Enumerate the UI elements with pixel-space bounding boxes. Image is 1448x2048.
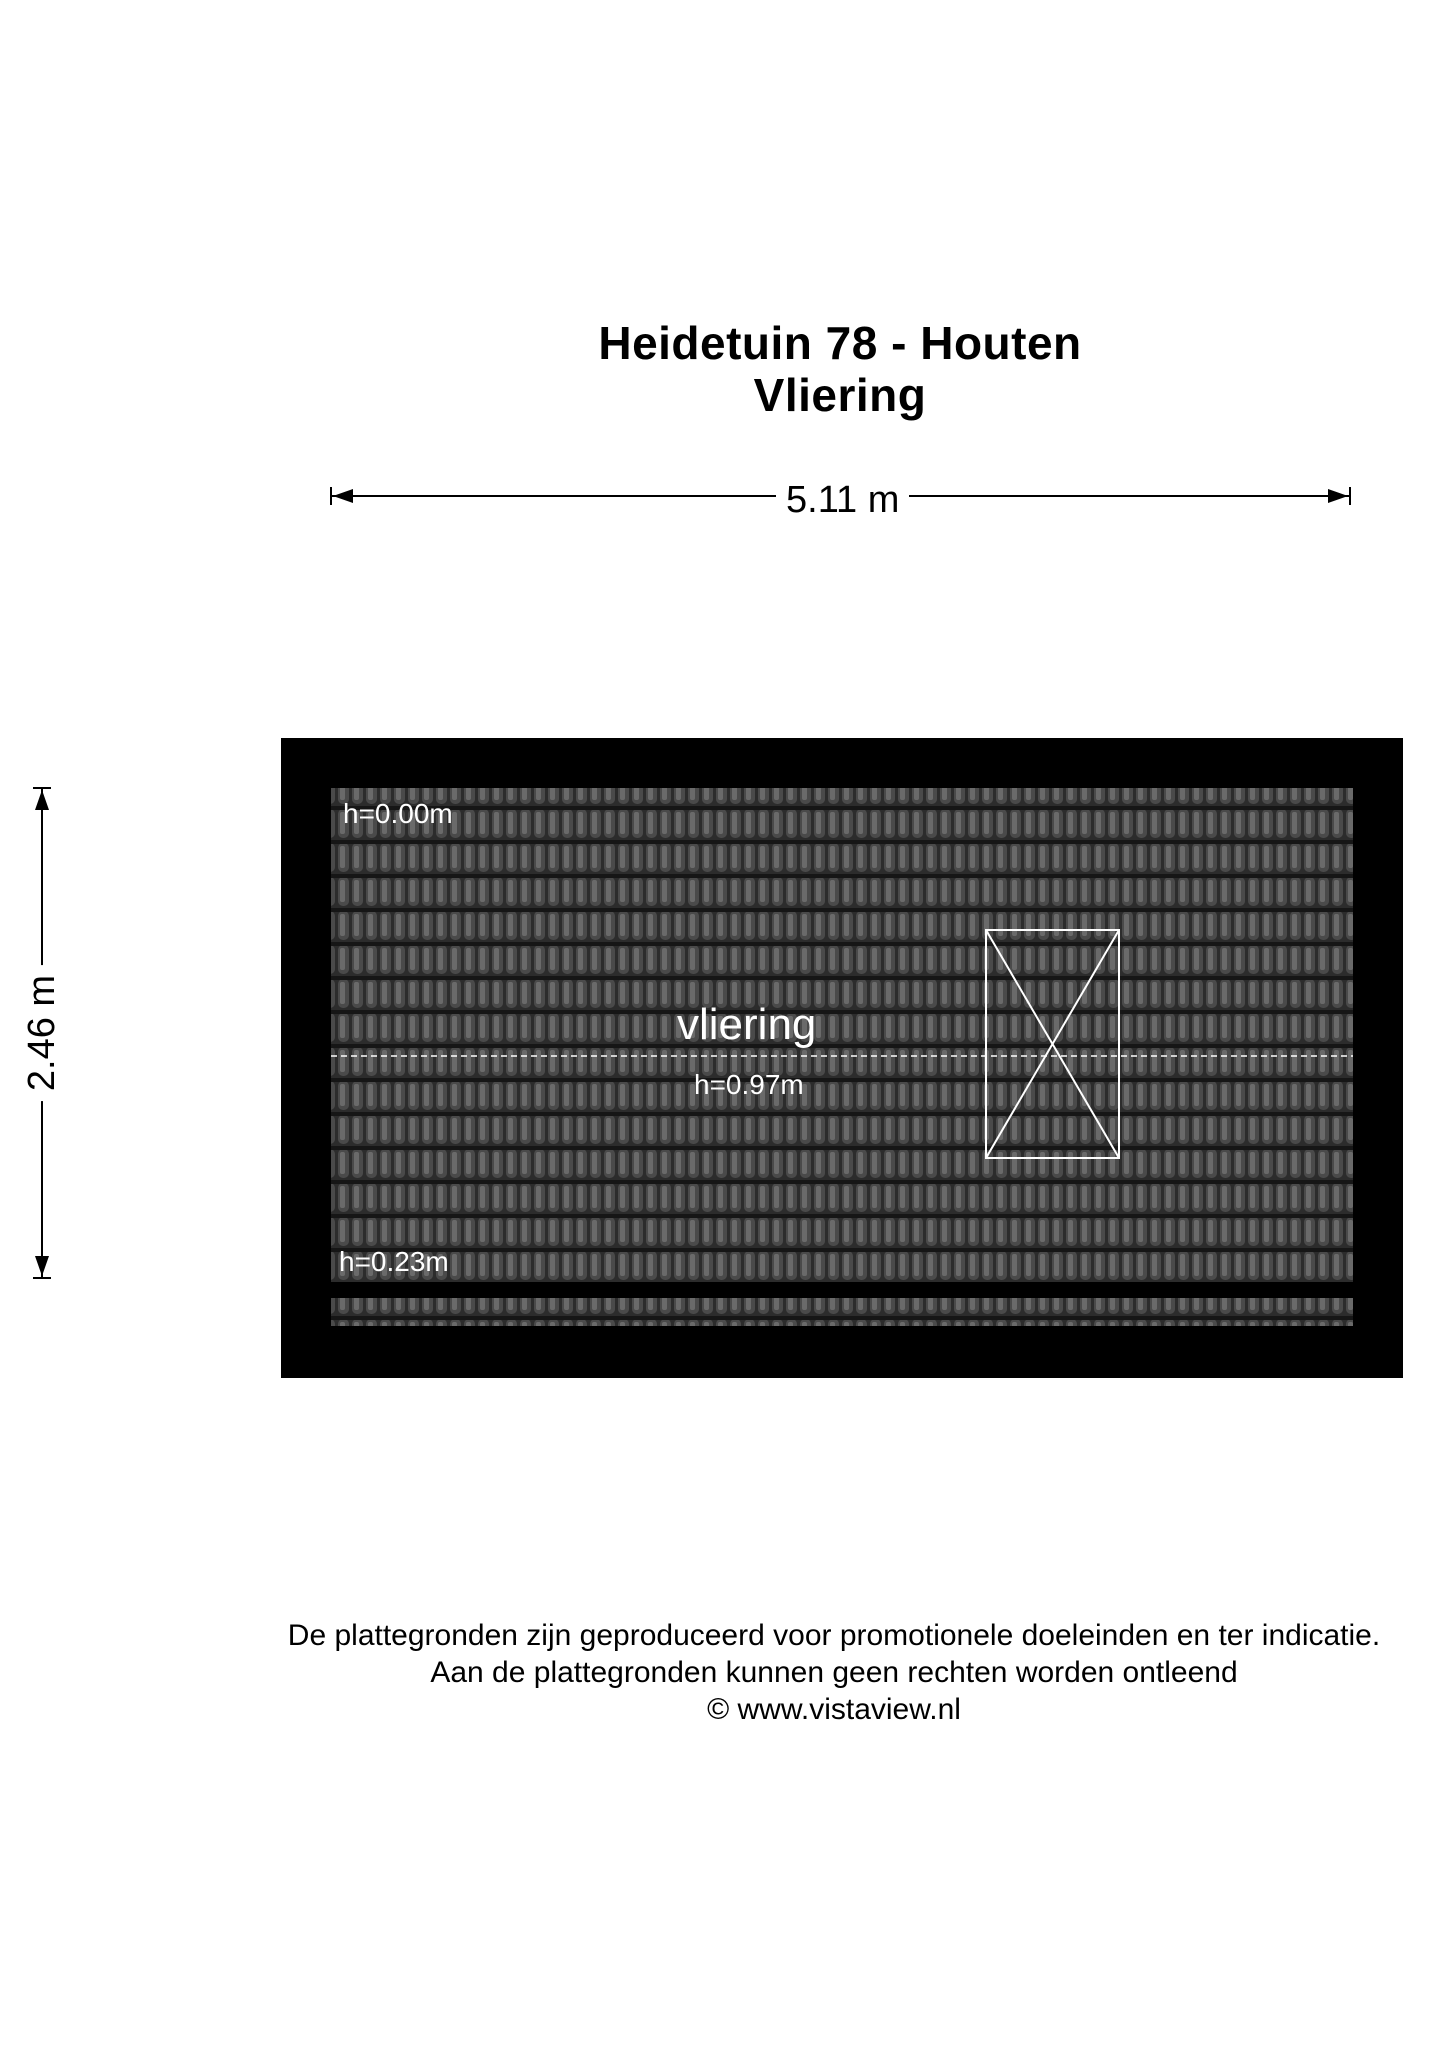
roof-tiles-main	[331, 788, 1353, 1282]
width-arrow-right	[1328, 489, 1348, 503]
height-arrow-top	[35, 790, 49, 810]
floor-plan	[281, 738, 1403, 1378]
disclaimer-line-2: Aan de plattegronden kunnen geen rechten worden ontleend	[430, 1656, 1238, 1689]
height-label-top: h=0.00m	[343, 798, 453, 829]
floor-name: Vliering	[753, 369, 927, 421]
width-arrow-left	[333, 489, 353, 503]
height-dimension-label: 2.46 m	[22, 965, 62, 1101]
height-label-ridge: h=0.97m	[694, 1069, 804, 1100]
width-dimension-label: 5.11 m	[776, 480, 909, 520]
roof-tiles-strip	[331, 1298, 1353, 1326]
height-label-bottom: h=0.23m	[339, 1246, 449, 1277]
disclaimer-line-1: De plattegronden zijn geproduceerd voor promotionele doeleinden en ter indicatie.	[287, 1619, 1381, 1652]
roof-drawing	[281, 738, 1403, 1378]
height-arrow-bottom	[35, 1256, 49, 1276]
room-name: vliering	[677, 1000, 817, 1049]
copyright: © www.vistaview.nl	[707, 1693, 961, 1726]
plan-title: Heidetuin 78 - Houten	[598, 317, 1082, 369]
